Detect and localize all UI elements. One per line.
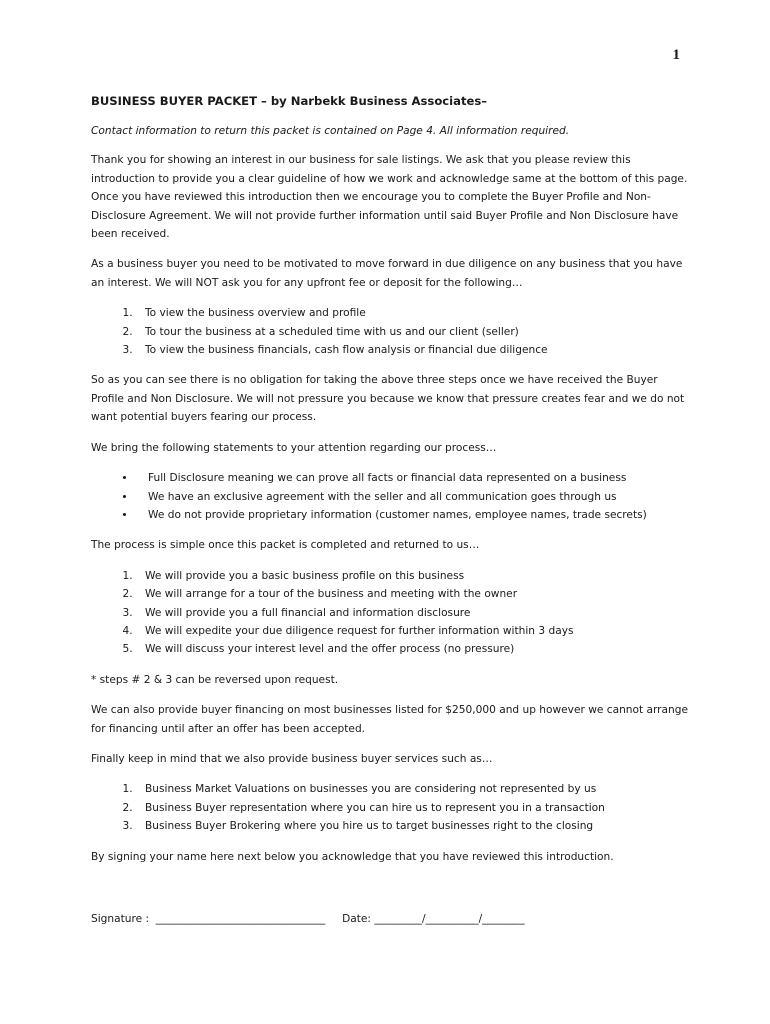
process-intro: The process is simple once this packet is completed and returned to us…	[91, 539, 480, 552]
list-item: • Full Disclosure meaning we can prove all facts or financial data represented on a business	[136, 469, 691, 487]
signature-date-line[interactable]: Signature : ________________________________ Date: _________/__________/________	[91, 913, 525, 925]
list-item: 2. To tour the business at a scheduled time with us and our client (seller)	[136, 323, 691, 341]
no-obligation-paragraph: So as you can see there is no obligation for taking the above three steps once we have received the Buyer Profile and Non Disclosure. We will not pressure you because we know that pressure creates fear and we do not want potential buyers fearing our process.	[91, 374, 685, 424]
motivation-paragraph: As a business buyer you need to be motivated to move forward in due diligence on any business that you have an interest. We will NOT ask you for any upfront fee or deposit for the following…	[91, 258, 683, 289]
list-item: 2. We will arrange for a tour of the business and meeting with the owner	[136, 585, 691, 603]
statements-intro: We bring the following statements to your attention regarding our process…	[91, 441, 497, 454]
list-item: 1. To view the business overview and profile	[136, 304, 691, 322]
services-list	[91, 780, 691, 835]
no-fee-steps-list	[91, 304, 691, 359]
intro-paragraph: Thank you for showing an interest in our business for sale listings. We ask that you please review this introduction to provide you a clear guideline of how we work and acknowledge same at the bottom of this page. Once you have reviewed this introduction then we encourage you to complete the Buyer Profile and Non-Disclosure Agreement. We will not provide further information until said Buyer Profile and Non Disclosure have been received.	[91, 154, 688, 241]
document-title: BUSINESS BUYER PACKET – by Narbekk Business Associates–	[91, 94, 488, 108]
document-body	[91, 92, 691, 928]
list-item: 2. Business Buyer representation where you can hire us to represent you in a transaction	[136, 799, 691, 817]
page-number: 1	[672, 47, 680, 63]
list-item: 4. We will expedite your due diligence request for further information within 3 days	[136, 622, 691, 640]
financing-paragraph: We can also provide buyer financing on most businesses listed for $250,000 and up however we cannot arrange for financing until after an offer has been accepted.	[91, 704, 688, 735]
process-steps-list	[91, 567, 691, 659]
statements-list	[91, 469, 691, 524]
list-item: 5. We will discuss your interest level and the offer process (no pressure)	[136, 640, 691, 658]
list-item: 3. We will provide you a full financial and information disclosure	[136, 604, 691, 622]
list-item: 1. Business Market Valuations on businesses you are considering not represented by us	[136, 780, 691, 798]
services-intro: Finally keep in mind that we also provide business buyer services such as…	[91, 752, 493, 765]
list-item: 1. We will provide you a basic business profile on this business	[136, 567, 691, 585]
contact-note: Contact information to return this packet is contained on Page 4. All information required.	[91, 125, 570, 137]
acknowledge-paragraph: By signing your name here next below you acknowledge that you have reviewed this introduction.	[91, 850, 614, 863]
list-item: • We do not provide proprietary information (customer names, employee names, trade secrets)	[136, 506, 691, 524]
list-item: 3. To view the business financials, cash flow analysis or financial due diligence	[136, 341, 691, 359]
list-item: • We have an exclusive agreement with the seller and all communication goes through us	[136, 488, 691, 506]
list-item: 3. Business Buyer Brokering where you hire us to target businesses right to the closing	[136, 817, 691, 835]
steps-note: * steps # 2 & 3 can be reversed upon request.	[91, 673, 339, 686]
